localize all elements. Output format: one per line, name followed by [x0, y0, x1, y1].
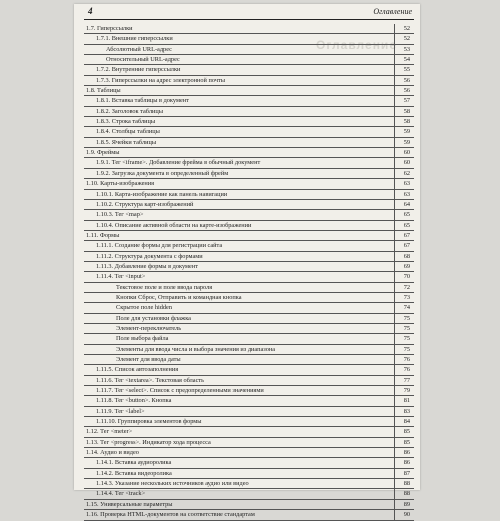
toc-entry-page: 56 — [403, 76, 410, 84]
toc-entry-page: 89 — [403, 500, 410, 508]
toc-entry — [84, 231, 414, 241]
column-divider — [394, 96, 395, 105]
toc-entry — [84, 252, 414, 262]
column-divider — [394, 262, 395, 271]
column-divider — [394, 221, 395, 230]
toc-entry-page: 52 — [403, 35, 410, 43]
toc-entry-title: 1.11.4. Тег <input> — [96, 273, 146, 281]
column-divider — [394, 355, 395, 364]
toc-entry-page: 68 — [403, 252, 410, 260]
toc-entry — [84, 272, 414, 282]
toc-entry-page: 75 — [403, 345, 410, 353]
column-divider — [394, 458, 395, 467]
toc-entry-page: 76 — [403, 356, 410, 363]
toc-entry-title: 1.11.2. Структура документа с формами — [96, 252, 203, 260]
column-divider — [394, 190, 395, 199]
toc-entry — [84, 127, 414, 137]
column-divider — [394, 303, 395, 312]
toc-entry-page: 63 — [403, 190, 410, 198]
toc-entry-page: 86 — [403, 459, 410, 467]
column-divider — [394, 158, 395, 167]
toc-entry — [84, 34, 414, 44]
toc-entry-title: Кнопки Сброс, Отправить и командная кнопка — [116, 293, 242, 301]
toc-entry — [84, 427, 414, 437]
toc-entry-page: 58 — [403, 118, 410, 126]
column-divider — [394, 34, 395, 43]
toc-entry-title: 1.7. Гиперссылки — [86, 25, 133, 32]
toc-entry — [84, 179, 414, 189]
toc-entry-page: 75 — [403, 324, 410, 332]
toc-entry-title: 1.11.6. Тег <textarea>. Текстовая область — [96, 376, 205, 384]
toc-entry-page: 86 — [403, 449, 410, 457]
toc-entry — [84, 221, 414, 231]
column-divider — [394, 469, 395, 478]
toc-entry — [84, 396, 414, 406]
column-divider — [394, 86, 395, 95]
toc-entry — [84, 448, 414, 458]
toc-entry-page: 81 — [403, 397, 410, 405]
toc-entry-page: 72 — [403, 283, 410, 291]
toc-entry-page: 55 — [403, 66, 410, 74]
toc-entry — [84, 324, 414, 334]
toc-entry-title: Поле выбора файла — [116, 335, 169, 343]
column-divider — [394, 200, 395, 209]
toc-entry-title: 1.13. Тег <progress>. Индикатор хода процесса — [86, 438, 211, 446]
toc-entry — [84, 283, 414, 293]
toc-entry-page: 79 — [403, 387, 410, 395]
toc-entry — [84, 45, 414, 55]
toc-entry — [84, 510, 414, 520]
column-divider — [394, 448, 395, 457]
toc-entry-page: 70 — [403, 273, 410, 281]
toc-entry-title: 1.10.2. Структура карт-изображений — [96, 200, 194, 208]
toc-entry — [84, 262, 414, 272]
column-divider — [394, 65, 395, 74]
toc-entry-title: 1.9.1. Тег <iframe>. Добавление фрейма в обычный документ — [96, 159, 261, 167]
toc-entry-title: 1.14.2. Вставка видеоролика — [96, 469, 172, 477]
book-page — [74, 4, 420, 519]
toc-entry-title: Текстовое поле и поле ввода пароля — [116, 283, 213, 291]
column-divider — [394, 334, 395, 343]
column-divider — [394, 169, 395, 178]
toc-entry-title: Элементы для ввода числа и выбора значения из диапазона — [116, 345, 276, 353]
toc-entry — [84, 86, 414, 96]
column-divider — [394, 407, 395, 416]
toc-entry-page: 63 — [403, 180, 410, 188]
toc-entry-page: 62 — [403, 169, 410, 177]
toc-entry — [84, 107, 414, 117]
toc-entry — [84, 138, 414, 148]
toc-entry-title: 1.14. Аудио и видео — [86, 449, 139, 457]
toc-entry-title: 1.10.3. Тег <map> — [96, 211, 144, 219]
toc-entry — [84, 76, 414, 86]
toc-entry — [84, 376, 414, 386]
column-divider — [394, 489, 395, 498]
toc-entry-page: 73 — [403, 293, 410, 301]
toc-entry-page: 85 — [403, 438, 410, 446]
toc-entry-title: 1.14.1. Вставка аудиоролика — [96, 459, 172, 467]
header-rule — [84, 19, 414, 20]
column-divider — [394, 283, 395, 292]
column-divider — [394, 55, 395, 64]
toc-entry-page: 87 — [403, 469, 410, 477]
column-divider — [394, 148, 395, 157]
toc-entry-page: 65 — [403, 211, 410, 219]
toc-entry-title: 1.11.10. Группировка элементов формы — [96, 418, 202, 426]
toc-entry — [84, 169, 414, 179]
toc-entry-title: 1.8.1. Вставка таблицы в документ — [96, 97, 189, 105]
column-divider — [394, 396, 395, 405]
column-divider — [394, 324, 395, 333]
toc-entry-page: 56 — [403, 87, 410, 95]
toc-entry — [84, 479, 414, 489]
toc-entry-title: 1.11.3. Добавление формы в документ — [96, 262, 198, 270]
toc-entry — [84, 303, 414, 313]
toc-entry-page: 75 — [403, 314, 410, 322]
column-divider — [394, 386, 395, 395]
column-divider — [394, 117, 395, 126]
toc-entry — [84, 117, 414, 127]
toc-entry — [84, 55, 414, 65]
toc-entry — [84, 314, 414, 324]
toc-entry — [84, 158, 414, 168]
toc-entry-title: 1.14.3. Указание нескольких источников аудио или видео — [96, 480, 249, 488]
column-divider — [394, 479, 395, 488]
column-divider — [394, 210, 395, 219]
toc-entry-page: 75 — [403, 335, 410, 343]
column-divider — [394, 314, 395, 323]
toc-entry-title: 1.11.5. Список автозаполнения — [96, 366, 179, 374]
toc-entry — [84, 241, 414, 251]
toc-entry-page: 77 — [403, 376, 410, 384]
toc-entry-title: 1.10.4. Описание активной области на карте-изображении — [96, 221, 252, 229]
toc-entry-title: 1.11.9. Тег <label> — [96, 407, 145, 415]
toc-entry-title: Поле для установки флажка — [116, 314, 191, 322]
toc-entry-title: 1.8.3. Строка таблицы — [96, 118, 156, 126]
toc-entry-page: 67 — [403, 231, 410, 239]
toc-entry-page: 54 — [403, 56, 410, 64]
toc-entry-page: 74 — [403, 304, 410, 312]
toc-entry-title: 1.10. Карты-изображения — [86, 180, 155, 188]
toc-entry — [84, 500, 414, 510]
toc-entry-title: 1.8.2. Заголовок таблицы — [96, 107, 163, 115]
toc-entry-page: 60 — [403, 149, 410, 157]
toc-entry-title: 1.11. Формы — [86, 231, 120, 239]
toc-entry — [84, 345, 414, 355]
toc-entry-page: 65 — [403, 221, 410, 229]
toc-entry — [84, 489, 414, 499]
column-divider — [394, 293, 395, 302]
column-divider — [394, 24, 395, 33]
toc-entry-page: 67 — [403, 242, 410, 250]
toc-entry-page: 76 — [403, 366, 410, 374]
column-divider — [394, 272, 395, 281]
toc-entry-title: 1.7.1. Внешние гиперссылки — [96, 35, 173, 43]
toc-entry-page: 85 — [403, 428, 410, 436]
toc-entry — [84, 365, 414, 375]
toc-entry — [84, 210, 414, 220]
column-divider — [394, 179, 395, 188]
toc-entry-title: Элемент-переключатель — [116, 324, 182, 332]
toc-entry-title: 1.8.4. Столбцы таблицы — [96, 128, 160, 136]
page-header — [74, 4, 420, 22]
toc-entry-page: 64 — [403, 200, 410, 208]
toc-entry — [84, 334, 414, 344]
toc-entry-title: 1.9. Фреймы — [86, 149, 120, 157]
toc-entry-title: 1.10.1. Карта-изображение как панель навигации — [96, 190, 228, 198]
toc-entry-page: 83 — [403, 407, 410, 415]
toc-entry-page: 84 — [403, 418, 410, 426]
toc-entry-page: 58 — [403, 107, 410, 115]
toc-entry — [84, 407, 414, 417]
column-divider — [394, 438, 395, 447]
toc-entry-page: 60 — [403, 159, 410, 167]
toc-entry-title: 1.7.3. Гиперссылки на адрес электронной почты — [96, 76, 225, 84]
column-divider — [394, 365, 395, 374]
toc-entry-title: Относительный URL-адрес — [106, 56, 180, 64]
toc-entry-page: 90 — [403, 511, 410, 519]
column-divider — [394, 252, 395, 261]
toc-entry — [84, 96, 414, 106]
toc-entry-title: 1.8.5. Ячейки таблицы — [96, 138, 157, 146]
toc-entry-title: Скрытое поле hidden — [116, 304, 172, 312]
toc-entry-title: 1.7.2. Внутренние гиперссылки — [96, 66, 181, 74]
toc-entry-page: 59 — [403, 138, 410, 146]
toc-entry-page: 88 — [403, 480, 410, 488]
column-divider — [394, 417, 395, 426]
toc-entry-title: 1.14.4. Тег <track> — [96, 490, 146, 498]
toc-entry — [84, 190, 414, 200]
toc-entry — [84, 65, 414, 75]
running-head: Оглавление — [373, 7, 412, 16]
toc-entry — [84, 458, 414, 468]
toc-entry-title: Абсолютный URL-адрес — [106, 45, 172, 53]
toc-entry — [84, 293, 414, 303]
toc-entry — [84, 355, 414, 365]
toc-entry-page: 57 — [403, 97, 410, 105]
toc-entry-title: 1.11.8. Тег <button>. Кнопка — [96, 397, 172, 405]
toc-entry-page: 88 — [403, 490, 410, 498]
toc-entry-title: 1.11.7. Тег <select>. Список с предопределенными значениями — [96, 387, 264, 395]
column-divider — [394, 376, 395, 385]
column-divider — [394, 241, 395, 250]
column-divider — [394, 107, 395, 116]
column-divider — [394, 138, 395, 147]
column-divider — [394, 45, 395, 54]
toc-entry — [84, 200, 414, 210]
column-divider — [394, 231, 395, 240]
toc-entry-title: 1.9.2. Загрузка документа в определенный фрейм — [96, 169, 229, 177]
toc-entry-page: 69 — [403, 262, 410, 270]
toc-entry-title: 1.15. Универсальные параметры — [86, 500, 173, 508]
toc-entry — [84, 148, 414, 158]
column-divider — [394, 427, 395, 436]
watermark: Оглавление — [316, 38, 397, 52]
column-divider — [394, 510, 395, 519]
toc-entry-title: Элемент для ввода даты — [116, 356, 181, 363]
toc-entry-page: 52 — [403, 25, 410, 32]
toc-entry — [84, 24, 414, 34]
toc-entry-title: 1.8. Таблицы — [86, 87, 121, 95]
column-divider — [394, 127, 395, 136]
toc-entry-page: 59 — [403, 128, 410, 136]
toc-entry — [84, 386, 414, 396]
toc-entry-title: 1.12. Тег <meter> — [86, 428, 133, 436]
column-divider — [394, 76, 395, 85]
toc-entry-title: 1.16. Проверка HTML-документов на соответствие стандартам — [86, 511, 255, 519]
table-of-contents — [84, 24, 414, 521]
toc-entry-page: 53 — [403, 45, 410, 53]
column-divider — [394, 500, 395, 509]
toc-entry — [84, 417, 414, 427]
column-divider — [394, 345, 395, 354]
toc-entry — [84, 438, 414, 448]
toc-entry — [84, 469, 414, 479]
page-number: 4 — [88, 6, 93, 16]
toc-entry-title: 1.11.1. Создание формы для регистрации сайта — [96, 242, 223, 250]
